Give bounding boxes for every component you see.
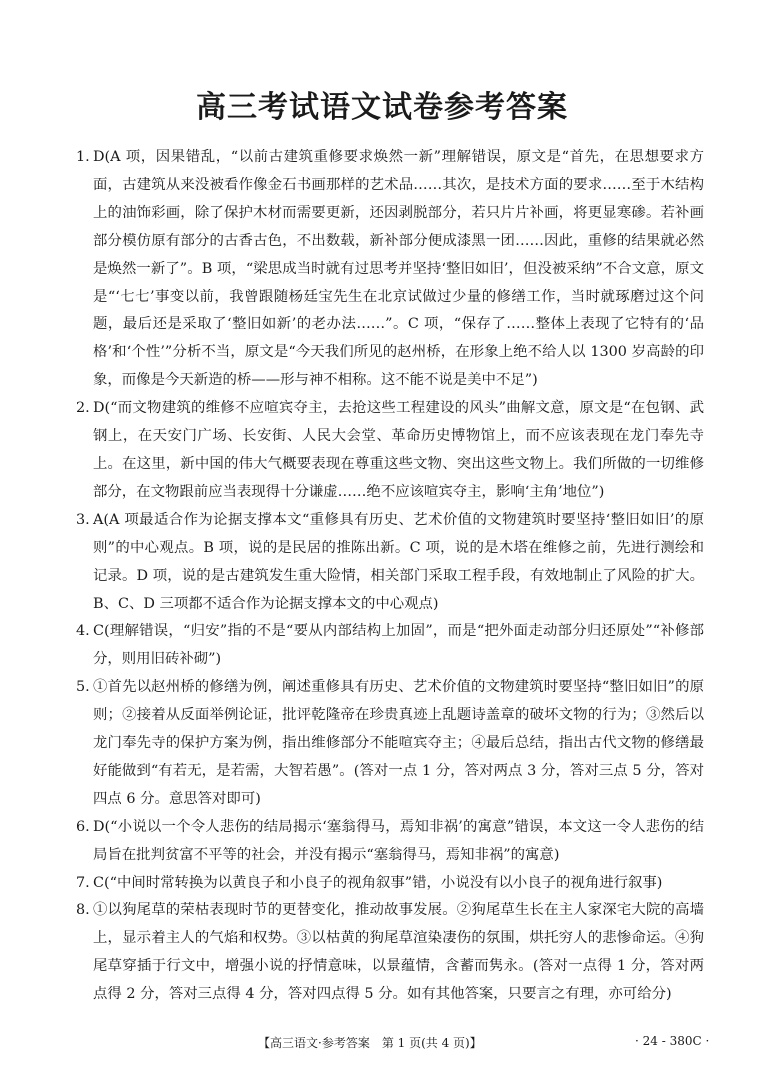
document-code: · 24 - 380C · bbox=[635, 1034, 710, 1048]
answer-item bbox=[78, 897, 704, 1009]
answer-number: 1. bbox=[76, 149, 90, 165]
answer-text: A(A 项最适合作为论据支撑本文“重修具有历史、艺术价值的文物建筑时要坚持‘整旧如旧’的原则”的中心观点。B 项，说的是民居的推陈出新。C 项，说的是木塔在维修之前，先进行测绘和记录。D 项，说的是古建筑发生重大险情，相关部门采取工程手段，有效地制止了风险的扩大。B、C、D 三项都不适合作为论据支撑本文的中心观点) bbox=[93, 511, 704, 612]
answer-item bbox=[78, 674, 704, 814]
answer-number: 3. bbox=[76, 511, 90, 528]
answer-item bbox=[78, 618, 704, 674]
answer-number: 4. bbox=[76, 623, 90, 640]
answer-number: 5. bbox=[76, 679, 90, 696]
answer-number: 7. bbox=[76, 874, 90, 891]
answer-text: ①首先以赵州桥的修缮为例，阐述重修具有历史、艺术价值的文物建筑时要坚持“整旧如旧”的原则；②接着从反面举例论证，批评乾隆帝在珍贵真迹上乱题诗盖章的破坏文物的行为；③然后以龙门奉先寺的保护方案为例，指出维修部分不能喧宾夺主；④最后总结，指出古代文物的修缮最好能做到“有若无，是若需，大智若愚”。(答对一点 1 分，答对两点 3 分，答对三点 5 分，答对四点 6 分。意思答对即可) bbox=[93, 679, 704, 807]
answer-list bbox=[78, 144, 704, 1009]
answer-text: D(A 项，因果错乱，“以前古建筑重修要求焕然一新”理解错误，原文是“首先，在思想要求方面，古建筑从来没被看作像金石书画那样的艺术品……其次，是技术方面的要求……至于木结构上的油饰彩画，除了保护木材而需要更新，还因剥脱部分，若只片片补画，将更显寒碜。若补画部分模仿原有部分的古香古色，不出数载，新补部分便成漆黑一团……因此，重修的结果就必然是焕然一新了”。B 项，“梁思成当时就有过思考并坚持‘整旧如旧’，但没被采纳”不合文意，原文是“‘七七’事变以前，我曾跟随杨廷宝先生在北京试做过少量的修缮工作，当时就琢磨过这个问题，最后还是采取了‘整旧如新’的老办法……”。C 项，“保存了……整体上表现了它特有的‘品格’和‘个性’”分析不当，原文是“今天我们所见的赵州桥，在形象上绝不给人以 1300 岁高龄的印象，而像是今天新造的桥——形与神不相称。这不能不说是美中不足”) bbox=[93, 149, 704, 389]
answer-item bbox=[78, 507, 704, 619]
answer-text: D(“小说以一个令人悲伤的结局揭示‘塞翁得马，焉知非祸’的寓意”错误，本文这一令人悲伤的结局旨在批判贫富不平等的社会，并没有揭示“塞翁得马，焉知非祸”的寓意) bbox=[93, 818, 704, 863]
answer-item bbox=[78, 144, 704, 395]
answer-number: 2. bbox=[76, 400, 90, 417]
answer-text: C(“中间时常转换为以黄良子和小良子的视角叙事”错，小说没有以小良子的视角进行叙事) bbox=[93, 874, 663, 891]
answer-number: 6. bbox=[76, 818, 90, 835]
answer-item bbox=[78, 814, 704, 870]
answer-item bbox=[78, 870, 704, 898]
answer-text: C(理解错误，“归安”指的不是“要从内部结构上加固”，而是“把外面走动部分归还原处”“补修部分，则用旧砖补砌”) bbox=[93, 623, 704, 668]
answer-text: ①以狗尾草的荣枯表现时节的更替变化，推动故事发展。②狗尾草生长在主人家深宅大院的高墙上，显示着主人的气焰和权势。③以枯黄的狗尾草渲染凄伤的氛围，烘托穷人的悲惨命运。④狗尾草穿插于行文中，增强小说的抒情意味，以景蕴情，含蓄而隽永。(答对一点得 1 分，答对两点得 2 分，答对三点得 4 分，答对四点得 5 分。如有其他答案，只要言之有理，亦可给分) bbox=[93, 902, 704, 1003]
answer-number: 8. bbox=[76, 902, 90, 919]
page-title: 高三考试语文试卷参考答案 bbox=[196, 90, 568, 125]
page-footer-label: 【高三语文·参考答案 第 1 页(共 4 页)】 bbox=[258, 1036, 482, 1050]
answer-text: D(“而文物建筑的维修不应喧宾夺主，去抢这些工程建设的风头”曲解文意，原文是“在包钢、武钢上，在天安门广场、长安街、人民大会堂、革命历史博物馆上，而不应该表现在龙门奉先寺上。在这里，新中国的伟大气概要表现在尊重这些文物、突出这些文物上。我们所做的一切维修部分，在文物跟前应当表现得十分谦虚……绝不应该喧宾夺主，影响‘主角’地位”) bbox=[93, 400, 704, 500]
answer-item bbox=[78, 395, 704, 507]
